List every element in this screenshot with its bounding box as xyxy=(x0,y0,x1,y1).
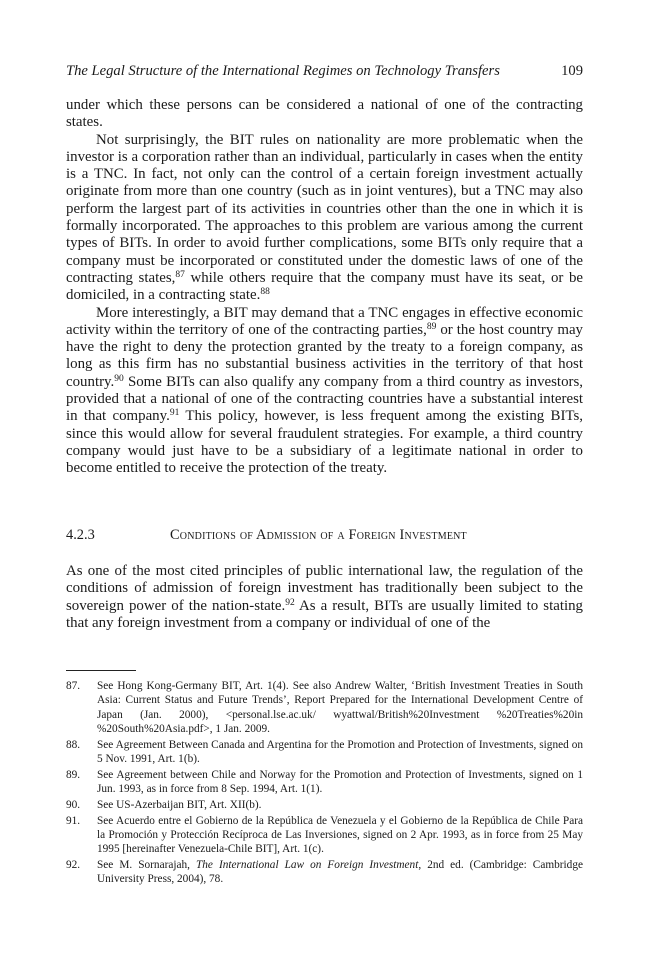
footnote-separator xyxy=(66,670,136,671)
footnote-89 xyxy=(66,768,583,797)
footnote-88 xyxy=(66,738,583,767)
footnote-number: 92. xyxy=(66,859,81,872)
footnote-number: 87. xyxy=(66,680,81,692)
footnote-number: 91. xyxy=(66,814,81,827)
footnote-text: See US-Azerbaijan BIT, Art. XII(b). xyxy=(97,798,262,811)
footnote-ref-92[interactable]: 92 xyxy=(285,597,295,608)
footnote-90 xyxy=(66,798,583,812)
book-title: The International Law on Foreign Investment xyxy=(196,859,419,872)
footnote-text: See Agreement Between Canada and Argentina for the Promotion and Protection of Investments, signed on 5 Nov. 1991, Art. 1(b). xyxy=(97,738,583,765)
paragraph-admission xyxy=(66,563,583,632)
footnote-text-post: , 2nd ed. (Cambridge: Cambridge University Press, 2004), 78. xyxy=(97,859,583,886)
section-body xyxy=(66,563,583,632)
footnote-text: See Hong Kong-Germany BIT, Art. 1(4). See also Andrew Walter, ‘British Investment Treaties in South Asia: Current Status and Future Trends’, Report Prepared for the International Development Centre of Japan (Jan. 2000), <personal.lse.ac.uk/ wyattwal/British%20Investment %20Treaties%20in %20South%20Asia.pdf>, 1 Jan. 2009. xyxy=(97,680,583,735)
footnote-91 xyxy=(66,814,583,857)
paragraph-text: As one of the most cited principles of public international law, the regulation of the conditions of admission of foreign investment has traditionally been subject to the sovereign power of the nation-state. xyxy=(66,563,583,614)
footnote-92 xyxy=(66,858,583,887)
footnote-number: 89. xyxy=(66,768,81,781)
paragraph-text: As a result, BITs are usually limited to stating that any foreign investment from a company or individual of one of the xyxy=(66,597,583,631)
footnote-number: 90. xyxy=(66,798,81,811)
footnote-ref-87[interactable]: 87 xyxy=(175,269,185,280)
paragraph-text: This policy, however, is less frequent among the existing BITs, since this would allow for several fraudulent strategies. For example, a third country company would just have to be a subsidiary of a legitimate national in order to become entitled to receive the protection of the treaty. xyxy=(66,408,583,477)
footnote-text: See Agreement between Chile and Norway for the Promotion and Protection of Investments, signed on 1 Jun. 1993, as in force from 8 Sep. 1994, Art. 1(1). xyxy=(97,768,583,796)
paragraph-economic-activity xyxy=(66,305,583,478)
footnote-text: See Acuerdo entre el Gobierno de la República de Venezuela y el Gobierno de la República de Chile Para la Promoción y Protección Recíproca de Las Inversiones, signed on 2 Apr. 1993, as in force from 25 May 1995 [hereinafter Venezuela-Chile BIT], Art. 1(c). xyxy=(97,814,583,856)
paragraph-text: under which these persons can be considered a national of one of the contracting states. xyxy=(66,97,583,131)
paragraph-nationality xyxy=(66,132,583,305)
paragraph-text: More interestingly, a BIT may demand that a TNC engages in effective economic activity within the territory of one of the contracting parties, xyxy=(66,304,583,338)
section-number: 4.2.3 xyxy=(66,527,95,543)
paragraph-text: Some BITs can also qualify any company from a third country as investors, provided that a national of one of the contracting countries have a substantial interest in that company. xyxy=(66,373,583,425)
footnote-ref-89[interactable]: 89 xyxy=(426,321,437,332)
footnote-ref-90[interactable]: 90 xyxy=(114,373,124,384)
paragraph-text: Not surprisingly, the BIT rules on nationality are more problematic when the investor is a corporation rather than an individual, particularly in cases when the entity is a TNC. In fact, not only can the control of a certain foreign investment actually originate from more than one country (such as in joint ventures), but a TNC may also perform the largest part of its activities in countries other than the one in which it is formally incorporated. The approaches to this problem are various among the current types of BITs. In order to avoid further complications, some BITs only require that a company must be incorporated or constituted under the domestic laws of one of the contracting states, xyxy=(66,131,583,286)
footnote-number: 88. xyxy=(66,738,81,751)
footnotes xyxy=(66,679,583,888)
running-header xyxy=(66,63,583,81)
paragraph-text: or the host country may have the right to deny the protection granted by the treaty to a foreign company, as long as this firm has no substantial business activities in the territory of that host country. xyxy=(66,321,584,390)
paragraph-text: while others require that the company must have its seat, or be domiciled, in a contracting state. xyxy=(66,269,583,304)
footnote-ref-88[interactable]: 88 xyxy=(260,287,270,298)
body-text xyxy=(66,97,583,478)
page-number: 109 xyxy=(561,63,583,79)
section-title: Conditions of Admission of a Foreign Investment xyxy=(170,527,467,543)
footnote-text xyxy=(97,859,583,885)
footnote-87 xyxy=(66,679,583,736)
running-title: The Legal Structure of the International Regimes on Technology Transfers xyxy=(66,63,500,79)
footnote-ref-91[interactable]: 91 xyxy=(169,408,180,419)
paragraph-continuation xyxy=(66,97,583,132)
footnote-text-pre: See M. Sornarajah, xyxy=(97,859,196,872)
